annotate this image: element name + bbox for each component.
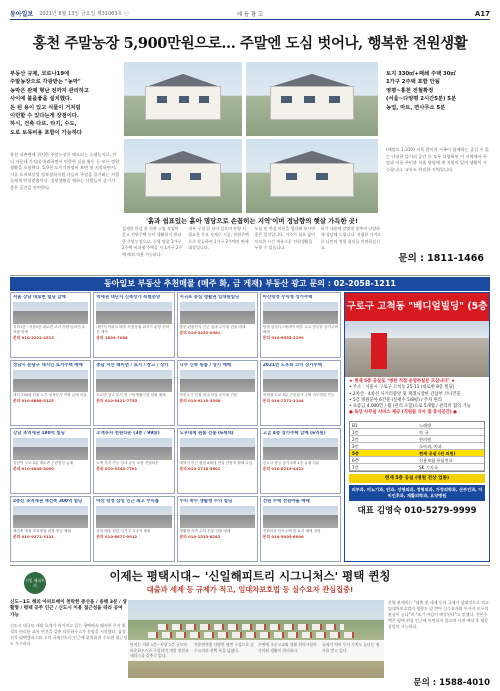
listing-title: 2021년 노후화 코너 상가주택 xyxy=(262,362,322,368)
farmhouse-photo-2 xyxy=(246,62,378,136)
highlight-line: 토지 330㎡+패쇄 주택 30㎡ xyxy=(386,71,456,77)
listing-cell xyxy=(10,292,91,358)
highlight-line: 부동산 규제, 코로나19에 xyxy=(10,71,70,77)
floor-number: 6층 xyxy=(352,457,359,463)
listing-photo xyxy=(96,302,171,324)
listing-text: 역세권 도보 3분 근린상가 주택 리모델링 가능 xyxy=(262,392,335,397)
divider xyxy=(10,275,490,276)
listing-photo xyxy=(180,506,255,528)
listing-phone: 문의 010-9271-3131 xyxy=(13,533,54,539)
listing-phone: 문의 010-3452-0981 xyxy=(179,329,221,335)
ad1-left-highlights xyxy=(10,70,120,137)
listing-title: 전원 주택 전원마을 매매 xyxy=(262,498,310,504)
listing-cell xyxy=(177,428,258,494)
building-photo xyxy=(345,321,489,377)
highlight-line: 이런할 수 있다는게 장점이다. xyxy=(10,113,79,120)
listing-photo xyxy=(263,438,338,460)
ad3-headline: 이제는 평택시대~ '신일해피트리 시그니처스' 평택 퀸칭 xyxy=(109,569,391,583)
building-features xyxy=(345,377,489,419)
issue-info: 2021년 8월 13일 금요일 제31063호 ⓒ xyxy=(39,11,129,17)
listing-cell xyxy=(93,292,174,358)
listing-title: 충남 서산 해미면 / 토지 / 창고 / 상가 xyxy=(96,362,169,368)
listing-cell xyxy=(260,292,341,358)
listing-phone: 문의 010-8888-5125 xyxy=(13,397,54,403)
listing-title: 성남시 분당구 대지인 토지주택 매매 xyxy=(13,362,83,368)
listing-phone: 문의 010-5421-7755 xyxy=(96,397,138,403)
page-number: A17 xyxy=(474,9,490,18)
floor-row xyxy=(350,422,484,429)
listing-title: 소액투자 천원타운 (3층 / 99㎡) xyxy=(96,430,160,436)
ad1-body-columns xyxy=(122,226,382,258)
feature-item: ★ 현재 5층 공실로 "병원 직접 운영하실분 모십니다" ★ xyxy=(349,379,456,384)
listing-title: 아산탕정 수익형 상가주택 xyxy=(262,294,313,300)
farmhouse-photo-3 xyxy=(124,139,242,213)
listing-title: 역세권 대단지 신축상가 특별분양 xyxy=(96,294,161,300)
floor-row xyxy=(350,464,484,471)
floor-row xyxy=(350,436,484,443)
listing-text: 강남역 도보 2분 대로변 근린빌딩 급매 xyxy=(13,460,74,465)
floor-number: 1층 xyxy=(352,429,359,435)
listing-cell xyxy=(177,496,258,562)
floor-number: 5층 xyxy=(350,450,417,456)
listing-phone: 문의 010-2718-5601 xyxy=(179,465,221,471)
listing-photo xyxy=(180,438,255,460)
ad3-right-column: 분양 관계자는 "대출 및 세제 등의 규제가 상대적으로 적고 임대차보호법의 영향도 덜 받아 실수요자와 투자자 모두의 관심이 높다"며 "조기 마감이 예상된다"고 말했다. 견본주택은 평택 현장 인근에 마련되어 있으며 사전 예약 후 방문 상담이 가능하다. xyxy=(388,600,489,629)
divider xyxy=(10,565,490,566)
listing-text: 신도시 중심 상가주택 4층 급매 처분 xyxy=(262,460,320,465)
body-column: 전용면적별 다양한 평면 구성으로 실수요자의 선택 폭을 넓혔다. xyxy=(194,642,254,653)
listing-phone: 문의 010-7272-1144 xyxy=(262,397,304,403)
floor-number: 7층 xyxy=(352,464,359,470)
building-contact: 대표 김영숙 010-5279-9999 xyxy=(357,506,477,517)
listing-phone: 문의 010-6677-0912 xyxy=(96,533,138,539)
listing-phone: 문의 010-1533-8282 xyxy=(179,533,221,539)
listing-title: 노후대책 원룸 건물 (6세대) xyxy=(179,430,234,436)
floor-row xyxy=(350,457,484,464)
farmhouse-photo-4 xyxy=(246,139,378,213)
listing-cell xyxy=(10,360,91,426)
listing-text: 탕정 삼성디스플레이 배후 수요 풍부한 상가주택 매매 xyxy=(262,324,338,334)
listing-title: 수익 쪽수 생활형 수익 빌딩 xyxy=(179,498,233,504)
feature-item: • 5층 병원분야 6건물 (실평수 5/8평) / 주차 편리 xyxy=(349,397,442,403)
body-column: 하기 내용에 알맞게 맞추며 다양하게 상담해 드립니다. 저렴한 가격으로 나만의 전원 쉼터를 마련하십시오. xyxy=(320,226,382,251)
listing-phone: 문의 010-2222-4513 xyxy=(13,335,54,341)
listing-photo xyxy=(180,302,255,324)
highlight-line: 사이에 불을좋을 설치했다. xyxy=(10,96,72,103)
listing-photo xyxy=(13,302,88,324)
floor-tenant: 한의원 xyxy=(419,436,432,442)
listing-phone: 문의 1899-7088 xyxy=(96,335,128,341)
listing-title: 아산 탕정 삼성 인근 최고 수익률 xyxy=(96,498,160,504)
body-column: 도심 및 전철 이용을 생각해 보시면 좋은 입지입니다. 거주가 필요 없어 넉넉한 시간 여유로운 전원생활을 누릴 수 있습니다. xyxy=(254,226,315,251)
listing-phone: 문의 010-4646-3000 xyxy=(13,465,54,471)
listing-phone: 문의 010-8219-4422 xyxy=(262,465,304,471)
highlight-line: 농업, 마트, 면사무소 5분 xyxy=(386,104,446,111)
ad3-body-columns xyxy=(128,640,384,661)
listing-cell xyxy=(260,496,341,562)
listing-text: 소액 투자 가능 임대 수익 보장 전원타운 xyxy=(96,460,159,465)
townhouse-aerial-photo xyxy=(128,600,384,678)
ad1-right-body: (해발도 1,310) 지목 밭이며 가족이 함께하는 즐길 수 있는 다양한 뜰거리 공간 등 모두 다양화된 이 지역에서 주말과 이웃 주민과 서울 양평에 계 지원이 있어 생활이 가능합니다. 교통도 편리한 지역입니다. xyxy=(386,147,489,172)
ad1-right-highlights xyxy=(386,70,490,112)
listing-text: 중문 관광단지 인근 임대 수익형 건물 매매 xyxy=(179,324,246,329)
floor-tenant: 약 국 xyxy=(419,429,429,435)
body-column: 내부 구성 잘 되어 있으며 분양 시 필요한 주요 자재로 시공, 전원주택으로 분류하여 1가구 2주택의 면세 대상입니다. xyxy=(188,226,249,251)
floor-row xyxy=(350,443,484,450)
ad3-phone: 문의 : 1588-4010 xyxy=(413,678,490,688)
listing-phone: 문의 010-6555-2299 xyxy=(262,335,304,341)
feature-item: • 2차선 · 4차선 사거리중앙 및 재래시장한 간납부 코나건물 xyxy=(349,391,461,397)
listing-title: 서울 강남 대로변 빌딩 급매 xyxy=(13,294,66,300)
listing-photo xyxy=(180,370,255,392)
listing-photo xyxy=(263,506,338,528)
floor-tenant: SK 기지국 xyxy=(419,464,438,470)
highlight-line: 농막은 완제 형난 전까지 관리하고 xyxy=(10,87,90,94)
listing-title: 2층신 초역세권 재건축 300억 빌딩 xyxy=(13,498,83,504)
listing-cell xyxy=(10,428,91,494)
listing-photo xyxy=(96,438,171,460)
highlight-line: 도로 토목비용 포함이 가능하다 xyxy=(10,129,83,136)
highlight-line: 돈 된 용이 있고 식물이 거처럼 xyxy=(10,104,81,111)
happytree-logo: 신일 해피트리 xyxy=(24,572,46,594)
listing-title: 고급 4층 상가주택 급매 (6억원) xyxy=(262,430,326,436)
body-column: 단지는 지하 1층~지상 2층 규모의 타운하우스로 구성되며 개별 정원과 테라스를 갖추고 있다. xyxy=(130,642,189,659)
listing-text: 삼성 배후 원룸 다가구 고수익 매물 xyxy=(96,528,151,533)
vacancy-banner: 현재 5층 공실 (병원 전상 업종) xyxy=(349,474,485,483)
floor-tenant: 소아과, 치과 xyxy=(419,443,442,449)
farmhouse-photo-1 xyxy=(124,62,242,136)
floor-directory xyxy=(349,421,485,472)
clinic-building-ad xyxy=(344,292,490,562)
ad3-subheadline: 대출과 세제 등 규제가 적고, 임대차보호법 등 실수요자 관심집중! xyxy=(146,585,354,594)
highlight-line: 1가구 2주택 포함 안됨 xyxy=(386,79,440,86)
listing-photo xyxy=(96,506,171,528)
listing-photo xyxy=(263,370,338,392)
listing-photo xyxy=(96,370,171,392)
listings-grid xyxy=(10,292,341,562)
listing-text: 재건축 예정 초역세권 대형 빌딩 매매 xyxy=(13,528,71,533)
highlight-line: 주말농장으로 각광받는 "농막" xyxy=(10,79,81,86)
ad1-phone: 문의 : 1811-1466 xyxy=(398,253,484,264)
ad3-left-body: 신도시 대규모 개발 호재가 이어지고 있는 평택에서 쾌적한 주거 환경과 편리한 교통 여건을 갖춘 타운하우스가 분양을 시작했다. 삼성전자 평택캠퍼스와 고덕 국제신도시 인근에 위치하며 수도권 접근성도 우수하다. xyxy=(10,623,128,647)
floor-row-vacant xyxy=(350,450,484,457)
listing-phone: 문의 010-5005-6006 xyxy=(262,533,304,539)
listings-header: 동아일보 부동산 추천매물 (매주 화, 금 게재) 부동산 광고 문의 : 02-2058-1211 xyxy=(10,277,490,291)
ad1-subhead: '흙과 쉼표있는 흙아 명당으로 손꼽히는 지역'이며 정남향의 햇살 가득한 곳! xyxy=(145,217,359,225)
ad3-left-column xyxy=(10,600,128,647)
listing-text: 대학가 인근 원룸 6세대 만실 안정적 월세 수입 xyxy=(179,460,253,465)
floor-tenant: 신용보험 통합진료 xyxy=(419,457,453,463)
listing-photo xyxy=(13,370,88,392)
listing-photo xyxy=(13,506,88,528)
listing-text: 대지 230평 건물 노후 신축부지 적합 급매 처분 xyxy=(13,392,87,397)
listing-text: 혁신도시 인접 임대 만실 수익형 건물 xyxy=(179,392,238,397)
floor-number: 2층 xyxy=(352,436,359,442)
weekend-farm-ad xyxy=(10,22,490,274)
newspaper-logo: 동아일보 xyxy=(10,11,34,18)
listing-title: 나주 신축 원룸 / 상가 매매 xyxy=(179,362,232,368)
listing-photo xyxy=(263,302,338,324)
feature-item: • 보증금 4,000만 / 월 (관리 포함)으로 5개월 / 관리비 협의 가능 xyxy=(349,404,471,410)
listing-text: 생활형 숙박 수익 건물 일괄 매매 xyxy=(179,528,231,533)
highlight-line: (서울~다양평 2시간5분) 5분 xyxy=(386,96,457,103)
listing-text: 전원마을 단독주택 및 토지 매매 상담 xyxy=(262,528,321,533)
recommended-specialties: 피부과, 비뇨기과, 안과, 성형외과, 정형외과, 가정의학과, 산부인과, 이비인후과, 재활의학과, 요양병원 xyxy=(349,485,485,501)
listing-cell xyxy=(93,360,174,426)
listing-photo xyxy=(13,438,88,460)
listing-cell xyxy=(177,292,258,358)
feature-item: • 주소 : 서울시 구로구 고척동 25-11 (대로변 8층 빌딩) xyxy=(349,385,455,391)
listing-title: 강남 초역세권 180억 빌딩 xyxy=(13,430,65,436)
floor-number: 3층 xyxy=(352,443,359,449)
listing-cell xyxy=(93,428,174,494)
listing-text: 대단지 아파트 배후 독점상권 최저가 분양 선착순 계약 xyxy=(96,324,170,334)
floor-tenant: 노래방 xyxy=(419,422,432,428)
ad1-left-body: 홍천 내촌면에 위치한 주말농장은 매도되는 소형농지로, 잔디 가운데 가격대 내려하면서 민준한 실술 활동 등 모든 정원생활을 포함했다. 5,9천 도시기반정비 보면 및 지불하면서, 시골 토지보상할 정보장하지원 사들의 주말을 즐기려는 사람들에게 안성맞춤이다. 전원생활을 원하는 사람들이 즐기기 좋은 공간을 마련한다. xyxy=(10,152,120,190)
highlight-line: 영평~홍천 전철확정 xyxy=(386,87,434,94)
listing-text: 지하1층~지상5층 대로변 코너 우량 임차인 수익률 안정 xyxy=(13,324,86,334)
ad1-headline: 홍천 주말농장 5,900만원으로... 주말엔 도심 벗어나, 행복한 전원생활 xyxy=(32,35,468,52)
listing-text: 도로변 창고 부지 및 근린생활시설 일괄 매매 xyxy=(96,392,166,397)
ad3-left-highlight: 신도~1도 해피 아파트베이 천락한 중산을 / 용해 3분 / 생활형 / 평택 공주 인근 / 신도시 이용 접근성을 따라 공여 가능 xyxy=(10,600,127,618)
body-column: 섬세한 마감 잘 진짜 스틸 작업이 좋고 전원주택 등이 생활하기 편리한 주말농장으로, 신평 명품 1가구 2주택 비과세 주택을 사 1가구 2주택 예외 적용 가능하다. xyxy=(122,226,183,257)
body-column: 규제가 적어 투자 가치도 높다는 평가를 받고 있다. xyxy=(322,642,380,653)
listing-cell xyxy=(260,428,341,494)
listing-cell xyxy=(260,360,341,426)
listing-cell xyxy=(10,496,91,562)
feature-item: ● 육상 사무실 서비스 제공 (직원들 식사 및 휴식공간) ● xyxy=(349,410,457,416)
body-column: 주변에 초중고교와 생활 편의시설이 가까워 생활이 편리하다. xyxy=(258,642,317,653)
listing-cell xyxy=(93,496,174,562)
floor-number: B1 xyxy=(352,422,358,428)
section-label: 에 듬 광 고 xyxy=(236,11,264,18)
masthead xyxy=(10,8,490,20)
listing-title: 서귀포 중심 생활권 입대원빌딩 xyxy=(179,294,240,300)
floor-row xyxy=(350,429,484,436)
floor-tenant: 현재 공실 (전 의원) xyxy=(417,450,484,456)
highlight-line: 하시, 건축 다르. 타기, 수도, xyxy=(10,121,77,128)
listing-cell xyxy=(177,360,258,426)
listing-phone: 문의 010-9115-3398 xyxy=(179,397,221,403)
building-ad-title: 구로구 고척동 "베디얼빌딩" (5층 xyxy=(345,293,489,321)
listing-phone: 문의 010-3344-7761 xyxy=(96,465,138,471)
